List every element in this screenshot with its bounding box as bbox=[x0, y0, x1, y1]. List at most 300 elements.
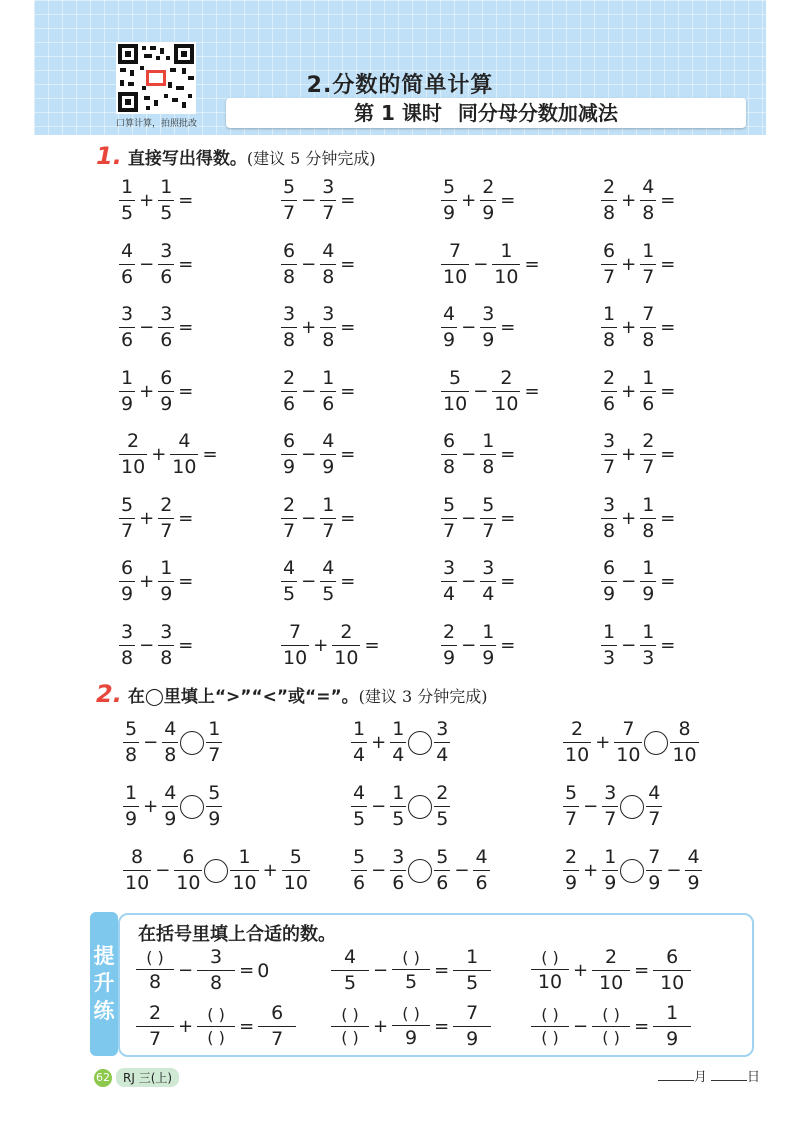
numerator: 2 bbox=[436, 782, 449, 804]
numerator: 4 bbox=[322, 239, 335, 262]
fraction bbox=[441, 305, 457, 350]
fraction bbox=[441, 620, 457, 669]
denominator: 9 bbox=[482, 202, 495, 224]
denominator: 9 bbox=[482, 329, 495, 351]
denominator: 5 bbox=[331, 970, 369, 993]
blank-numerator[interactable]: ( ) bbox=[541, 947, 559, 967]
numerator: 3 bbox=[160, 239, 173, 262]
fraction bbox=[653, 948, 691, 993]
qr-caption: 口算计算，拍照批改 bbox=[116, 119, 198, 129]
denominator: 9 bbox=[603, 583, 616, 605]
numerator: 5 bbox=[353, 846, 366, 868]
numerator: 2 bbox=[160, 493, 173, 516]
numerator: 1 bbox=[121, 176, 134, 198]
denominator: 9 bbox=[283, 456, 296, 478]
operator: − bbox=[621, 571, 637, 592]
denominator: 9 bbox=[164, 808, 177, 830]
denominator: 3 bbox=[642, 646, 655, 669]
denominator: 4 bbox=[392, 744, 405, 766]
fraction bbox=[281, 305, 297, 350]
fraction bbox=[158, 178, 174, 223]
numerator: 1 bbox=[642, 239, 655, 262]
numerator: 4 bbox=[353, 782, 366, 804]
compare-circle[interactable] bbox=[408, 795, 432, 819]
denominator: 9 bbox=[322, 456, 335, 478]
practice-expression bbox=[135, 1004, 297, 1049]
fraction bbox=[563, 784, 579, 829]
numerator: 2 bbox=[443, 620, 456, 643]
operator: − bbox=[301, 190, 317, 211]
denominator: 6 bbox=[642, 392, 655, 415]
numerator: 3 bbox=[482, 303, 495, 325]
numerator: 1 bbox=[160, 176, 173, 198]
q1-expression bbox=[440, 239, 543, 288]
blank-denominator[interactable]: ( ) bbox=[531, 1026, 569, 1046]
fraction bbox=[162, 784, 178, 829]
practice-expression bbox=[530, 948, 692, 993]
fraction bbox=[392, 947, 430, 993]
fraction bbox=[480, 178, 496, 223]
denominator: 9 bbox=[121, 583, 134, 605]
q1-expression bbox=[118, 432, 221, 477]
numerator: 1 bbox=[482, 620, 495, 643]
q1-expression bbox=[440, 432, 518, 477]
operator: + bbox=[621, 190, 637, 211]
operator: + bbox=[461, 190, 477, 211]
fraction bbox=[434, 720, 450, 765]
fraction bbox=[592, 948, 630, 993]
blank-denominator[interactable]: ( ) bbox=[197, 1026, 235, 1046]
denominator: 9 bbox=[121, 392, 134, 415]
numerator: 5 bbox=[443, 493, 456, 516]
denominator: 10 bbox=[125, 872, 150, 894]
numerator: 1 bbox=[466, 946, 479, 968]
fraction bbox=[614, 720, 642, 765]
equals-sign: = bbox=[202, 444, 218, 465]
denominator: 4 bbox=[443, 583, 456, 605]
equals-sign: = bbox=[178, 190, 194, 211]
blank-numerator[interactable]: ( ) bbox=[541, 1005, 559, 1024]
compare-circle[interactable] bbox=[408, 731, 432, 755]
numerator: 7 bbox=[466, 1002, 479, 1024]
q1-expression bbox=[280, 366, 358, 415]
equals-sign: = bbox=[178, 380, 194, 402]
question-2-heading bbox=[96, 680, 487, 708]
numerator: 5 bbox=[565, 782, 578, 804]
operator: − bbox=[139, 317, 155, 338]
operator: + bbox=[621, 253, 637, 275]
denominator: 10 bbox=[172, 456, 197, 478]
numerator: 3 bbox=[436, 718, 449, 740]
numerator: 8 bbox=[678, 718, 691, 740]
numerator: 4 bbox=[443, 303, 456, 325]
denominator: 9 bbox=[565, 872, 578, 894]
fraction bbox=[281, 559, 297, 604]
denominator: 4 bbox=[482, 583, 495, 605]
numerator: 7 bbox=[289, 620, 302, 643]
equals-sign: = bbox=[178, 507, 194, 529]
operator: − bbox=[178, 960, 194, 981]
fraction bbox=[351, 848, 367, 893]
operator: − bbox=[371, 860, 387, 881]
numerator: 1 bbox=[642, 557, 655, 579]
fraction bbox=[119, 239, 135, 288]
compare-circle[interactable] bbox=[620, 795, 644, 819]
numerator: 3 bbox=[392, 846, 405, 868]
section-title: 2.分数的简单计算 bbox=[306, 73, 494, 98]
numerator: 1 bbox=[500, 239, 513, 262]
operator: − bbox=[155, 860, 171, 881]
denominator: 7 bbox=[160, 519, 173, 542]
q1-expression bbox=[600, 620, 678, 669]
denominator: 9 bbox=[653, 1026, 691, 1049]
fraction bbox=[646, 784, 662, 829]
numerator: 2 bbox=[482, 176, 495, 198]
blank-numerator[interactable]: ( ) bbox=[602, 1005, 620, 1024]
equals-sign: = bbox=[660, 571, 676, 592]
operator: − bbox=[371, 796, 387, 817]
q1-expression bbox=[440, 366, 543, 415]
fraction bbox=[601, 493, 617, 542]
denominator: 5 bbox=[392, 969, 430, 992]
fraction bbox=[162, 720, 178, 765]
denominator: 10 bbox=[592, 970, 630, 993]
blank-denominator[interactable]: ( ) bbox=[331, 1026, 369, 1046]
fraction bbox=[601, 239, 617, 288]
operator: − bbox=[301, 507, 317, 529]
equals-sign: = bbox=[340, 444, 356, 465]
denominator: 10 bbox=[283, 646, 308, 669]
denominator: 7 bbox=[565, 808, 578, 830]
fraction bbox=[640, 432, 656, 477]
fraction bbox=[640, 620, 656, 669]
q2-comparison bbox=[350, 784, 451, 829]
practice-expression bbox=[530, 1004, 692, 1049]
operator: − bbox=[621, 634, 637, 656]
q1-expression bbox=[118, 239, 196, 288]
q1-expression bbox=[600, 178, 678, 223]
fraction bbox=[282, 848, 310, 893]
equals-sign: = bbox=[634, 960, 650, 981]
operator: + bbox=[583, 860, 599, 881]
numerator: 3 bbox=[322, 303, 335, 325]
denominator: 6 bbox=[475, 872, 488, 894]
fraction bbox=[170, 432, 198, 477]
numerator: 1 bbox=[322, 366, 335, 389]
q2-comparison bbox=[350, 848, 491, 893]
fraction bbox=[119, 366, 135, 415]
fraction bbox=[602, 848, 618, 893]
numerator: 4 bbox=[322, 430, 335, 452]
denominator: 6 bbox=[283, 392, 296, 415]
fraction bbox=[441, 239, 469, 288]
fraction bbox=[174, 848, 202, 893]
fraction bbox=[197, 948, 235, 993]
fraction bbox=[197, 1007, 235, 1046]
denominator: 5 bbox=[453, 970, 491, 993]
numerator: 2 bbox=[148, 1002, 162, 1024]
question-hint: (建议 5 分钟完成) bbox=[246, 149, 376, 168]
q1-expression bbox=[118, 559, 196, 604]
denominator: 10 bbox=[672, 744, 697, 766]
fraction bbox=[351, 720, 367, 765]
numerator: 1 bbox=[160, 557, 173, 579]
numerator: 1 bbox=[642, 620, 655, 643]
fraction bbox=[646, 848, 662, 893]
numerator: 4 bbox=[283, 557, 296, 579]
equals-sign: = bbox=[524, 380, 540, 402]
operator: + bbox=[139, 380, 155, 402]
compare-circle[interactable] bbox=[644, 731, 668, 755]
q1-expression bbox=[440, 305, 518, 350]
fraction bbox=[390, 720, 406, 765]
fraction bbox=[640, 493, 656, 542]
numerator: 2 bbox=[500, 366, 513, 389]
practice-expression bbox=[135, 948, 269, 993]
operator: − bbox=[301, 253, 317, 275]
operator: − bbox=[461, 507, 477, 529]
operator: − bbox=[454, 860, 470, 881]
numerator: 7 bbox=[622, 718, 635, 740]
numerator: 3 bbox=[603, 430, 616, 452]
blank-numerator[interactable]: ( ) bbox=[146, 947, 164, 967]
numerator: 6 bbox=[283, 239, 296, 262]
denominator: 5 bbox=[436, 808, 449, 830]
grade-label: RJ 三(上) bbox=[116, 1068, 179, 1087]
numerator: 2 bbox=[605, 946, 618, 968]
operator: + bbox=[595, 732, 611, 753]
denominator: 8 bbox=[603, 202, 616, 224]
q2-comparison bbox=[122, 784, 223, 829]
month-blank[interactable] bbox=[658, 1068, 694, 1081]
fraction bbox=[281, 366, 297, 415]
compare-circle[interactable] bbox=[204, 859, 228, 883]
fraction bbox=[119, 620, 135, 669]
fraction bbox=[136, 947, 174, 993]
fraction bbox=[320, 239, 336, 288]
fraction bbox=[480, 559, 496, 604]
numerator: 5 bbox=[125, 718, 138, 740]
denominator: 10 bbox=[653, 970, 691, 993]
denominator: 8 bbox=[164, 744, 177, 766]
equals-sign: = bbox=[634, 1016, 650, 1037]
q1-expression bbox=[118, 178, 196, 223]
operator: + bbox=[621, 507, 637, 529]
numerator: 1 bbox=[642, 493, 655, 516]
numerator: 6 bbox=[603, 557, 616, 579]
fraction bbox=[320, 178, 336, 223]
equals-sign: = bbox=[660, 253, 676, 275]
equals-sign: = bbox=[364, 634, 380, 656]
operator: + bbox=[301, 317, 317, 338]
equals-sign: = bbox=[340, 190, 356, 211]
q2-comparison bbox=[562, 784, 663, 829]
denominator: 5 bbox=[160, 202, 173, 224]
practice-tab-char: 升 bbox=[93, 971, 115, 996]
denominator: 9 bbox=[453, 1026, 491, 1049]
q1-expression bbox=[600, 493, 678, 542]
operator: + bbox=[373, 1016, 389, 1037]
q1-expression bbox=[440, 178, 518, 223]
blank-numerator[interactable]: ( ) bbox=[402, 1003, 420, 1023]
day-blank[interactable] bbox=[711, 1068, 747, 1081]
compare-circle[interactable] bbox=[620, 859, 644, 883]
operator: + bbox=[573, 960, 589, 981]
fraction bbox=[320, 366, 336, 415]
denominator: 5 bbox=[283, 583, 296, 605]
denominator: 6 bbox=[322, 392, 335, 415]
fraction bbox=[480, 493, 496, 542]
numerator: 6 bbox=[121, 557, 134, 579]
numerator: 8 bbox=[131, 846, 144, 868]
denominator: 7 bbox=[208, 744, 221, 766]
fraction bbox=[640, 305, 656, 350]
denominator: 7 bbox=[443, 519, 456, 542]
fraction bbox=[601, 432, 617, 477]
equals-sign: = bbox=[178, 317, 194, 338]
numerator: 4 bbox=[322, 557, 335, 579]
blank-numerator[interactable]: ( ) bbox=[402, 947, 420, 967]
denominator: 7 bbox=[482, 519, 495, 542]
equals-sign: = bbox=[239, 1016, 255, 1037]
denominator: 7 bbox=[258, 1026, 296, 1049]
fraction bbox=[685, 848, 701, 893]
fraction bbox=[453, 948, 491, 993]
q1-expression bbox=[440, 620, 518, 669]
operator: − bbox=[473, 380, 489, 402]
fraction bbox=[206, 784, 222, 829]
compare-circle[interactable] bbox=[408, 859, 432, 883]
denominator: 8 bbox=[322, 329, 335, 351]
fraction bbox=[441, 493, 457, 542]
numerator: 5 bbox=[443, 176, 456, 198]
compare-circle[interactable] bbox=[180, 731, 204, 755]
operator: + bbox=[621, 444, 637, 465]
fraction bbox=[320, 493, 336, 542]
q1-expression bbox=[600, 366, 678, 415]
lesson-number: 第 1 课时 bbox=[354, 101, 442, 125]
fraction bbox=[331, 948, 369, 993]
fraction bbox=[392, 1003, 430, 1049]
operator: − bbox=[666, 860, 682, 881]
q1-expression bbox=[440, 493, 518, 542]
denominator: 10 bbox=[494, 392, 519, 415]
denominator: 7 bbox=[136, 1026, 174, 1049]
fraction bbox=[434, 848, 450, 893]
operator: − bbox=[573, 1016, 589, 1037]
operator: − bbox=[461, 571, 477, 592]
equals-sign: = bbox=[500, 571, 516, 592]
operator: + bbox=[151, 444, 167, 465]
blank-numerator[interactable]: ( ) bbox=[207, 1005, 225, 1024]
denominator: 5 bbox=[322, 583, 335, 605]
denominator: 6 bbox=[353, 872, 366, 894]
denominator: 6 bbox=[392, 872, 405, 894]
fraction bbox=[390, 848, 406, 893]
day-label: 日 bbox=[746, 1070, 760, 1085]
numerator: 4 bbox=[687, 846, 700, 868]
q1-expression bbox=[118, 366, 196, 415]
practice-expression bbox=[330, 1004, 492, 1049]
numerator: 2 bbox=[642, 430, 655, 452]
numerator: 5 bbox=[283, 176, 296, 198]
numerator: 2 bbox=[340, 620, 353, 643]
equals-sign: = bbox=[660, 634, 676, 656]
numerator: 2 bbox=[283, 493, 296, 516]
equals-sign: = bbox=[660, 507, 676, 529]
practice-tab-char: 练 bbox=[93, 998, 115, 1023]
numerator: 7 bbox=[648, 846, 661, 868]
numerator: 4 bbox=[343, 946, 357, 968]
operator: − bbox=[461, 317, 477, 338]
equals-sign: = bbox=[660, 380, 676, 402]
numerator: 4 bbox=[642, 176, 655, 198]
fraction bbox=[640, 559, 656, 604]
numerator: 3 bbox=[121, 303, 134, 325]
numerator: 1 bbox=[208, 718, 221, 740]
operator: − bbox=[143, 732, 159, 753]
denominator: 4 bbox=[353, 744, 366, 766]
fraction bbox=[119, 432, 147, 477]
page-number: 62 bbox=[94, 1069, 112, 1087]
numerator: 4 bbox=[178, 430, 191, 452]
denominator: 8 bbox=[160, 646, 173, 669]
fraction bbox=[434, 784, 450, 829]
fraction bbox=[158, 493, 174, 542]
numerator: 3 bbox=[121, 620, 134, 643]
denominator: 10 bbox=[176, 872, 201, 894]
fraction bbox=[441, 432, 457, 477]
equals-sign: = bbox=[178, 634, 194, 656]
q1-expression bbox=[600, 305, 678, 350]
blank-denominator[interactable]: ( ) bbox=[592, 1026, 630, 1046]
denominator: 8 bbox=[136, 969, 174, 992]
fraction bbox=[602, 784, 618, 829]
blank-numerator[interactable]: ( ) bbox=[341, 1005, 359, 1024]
numerator: 1 bbox=[603, 303, 616, 325]
fraction bbox=[320, 432, 336, 477]
equals-sign: = bbox=[178, 253, 194, 275]
fraction bbox=[480, 305, 496, 350]
denominator: 9 bbox=[443, 329, 456, 351]
numerator: 3 bbox=[603, 493, 616, 516]
numerator: 1 bbox=[322, 493, 335, 516]
fraction bbox=[441, 366, 469, 415]
denominator: 10 bbox=[531, 969, 569, 992]
fraction bbox=[281, 178, 297, 223]
q1-expression bbox=[280, 620, 383, 669]
q1-expression bbox=[280, 305, 358, 350]
fraction bbox=[119, 305, 135, 350]
fraction bbox=[563, 720, 591, 765]
denominator: 8 bbox=[642, 329, 655, 351]
fraction bbox=[320, 559, 336, 604]
operator: + bbox=[262, 860, 278, 881]
numerator: 1 bbox=[642, 366, 655, 389]
operator: − bbox=[139, 634, 155, 656]
numerator: 1 bbox=[125, 782, 138, 804]
fraction bbox=[206, 720, 222, 765]
denominator: 10 bbox=[565, 744, 590, 766]
fraction bbox=[351, 784, 367, 829]
numerator: 2 bbox=[603, 176, 616, 198]
denominator: 6 bbox=[160, 265, 173, 288]
q1-expression bbox=[118, 493, 196, 542]
fraction bbox=[670, 720, 698, 765]
compare-circle[interactable] bbox=[180, 795, 204, 819]
numerator: 1 bbox=[238, 846, 251, 868]
operator: + bbox=[621, 317, 637, 338]
